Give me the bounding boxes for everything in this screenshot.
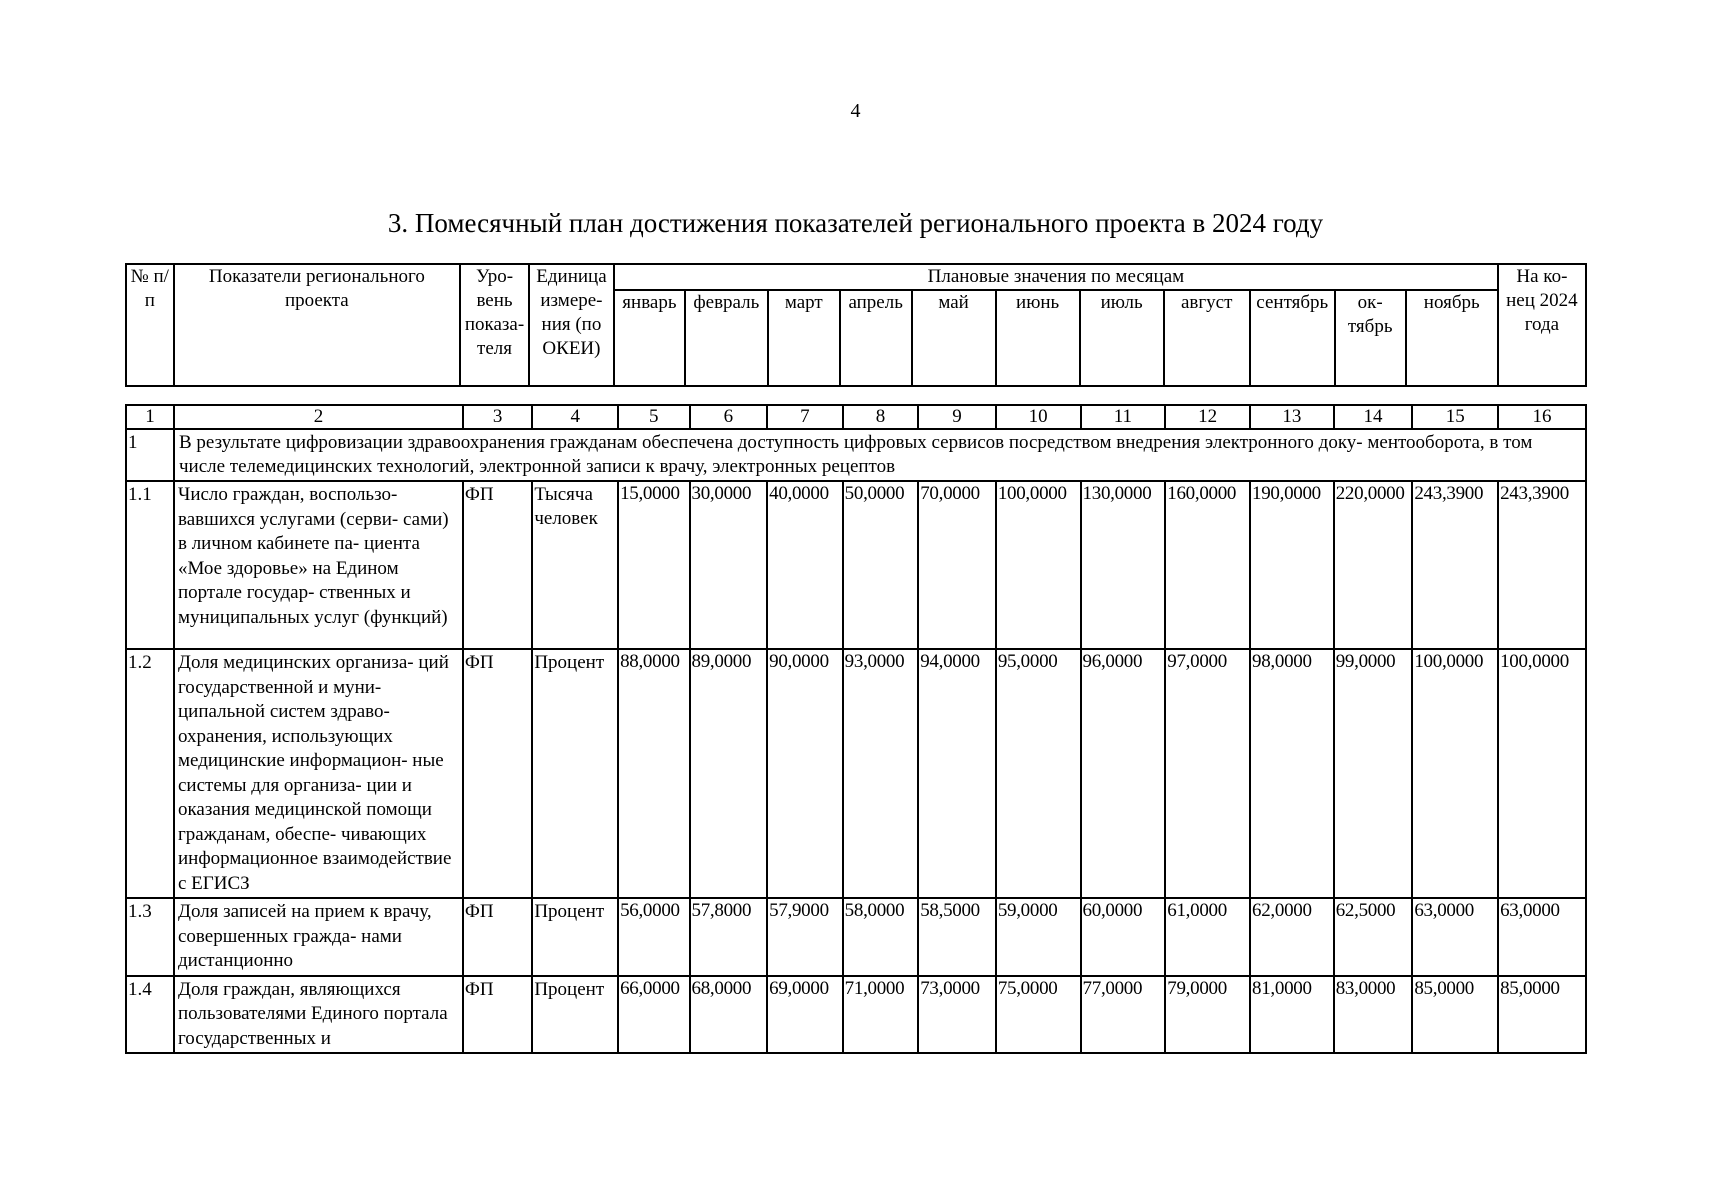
month-value: 30,0000 bbox=[690, 481, 768, 649]
header-unit: Единица измере- ния (по ОКЕИ) bbox=[529, 264, 614, 386]
header-indicators: Показатели регионального проекта bbox=[174, 264, 461, 386]
month-value: 100,0000 bbox=[1412, 649, 1498, 898]
month-value: 58,5000 bbox=[918, 898, 996, 976]
column-number: 2 bbox=[174, 405, 463, 429]
header-month: март bbox=[768, 290, 840, 386]
month-value: 71,0000 bbox=[843, 976, 919, 1054]
section-row bbox=[126, 429, 1586, 481]
month-value: 59,0000 bbox=[996, 898, 1081, 976]
header-planned-values: Плановые значения по месяцам bbox=[614, 264, 1498, 290]
month-value: 83,0000 bbox=[1334, 976, 1413, 1054]
month-value: 96,0000 bbox=[1081, 649, 1166, 898]
header-month: август bbox=[1164, 290, 1250, 386]
month-value: 243,3900 bbox=[1412, 481, 1498, 649]
month-value: 50,0000 bbox=[843, 481, 919, 649]
month-value: 100,0000 bbox=[1498, 649, 1586, 898]
section-text: В результате цифровизации здравоохранения гражданам обеспечена доступность цифровых сервисов посредством внедрения электронного доку- ментооборота, в том числе телемедицинских технологий, электронной записи к врачу, электронных рецептов bbox=[174, 429, 1586, 481]
indicator-level: ФП bbox=[463, 898, 532, 976]
month-value: 98,0000 bbox=[1250, 649, 1334, 898]
row-number: 1.1 bbox=[126, 481, 174, 649]
month-value: 97,0000 bbox=[1165, 649, 1250, 898]
month-value: 57,8000 bbox=[690, 898, 768, 976]
month-value: 15,0000 bbox=[618, 481, 689, 649]
indicator-name: Число граждан, воспользо- вавшихся услугами (серви- сами) в личном кабинете па- циента «Мое здоровье» на Едином портале государ- ственных и муниципальных услуг (функций) bbox=[174, 481, 463, 649]
month-value: 95,0000 bbox=[996, 649, 1081, 898]
column-number: 13 bbox=[1250, 405, 1334, 429]
month-value: 81,0000 bbox=[1250, 976, 1334, 1054]
header-month: апрель bbox=[840, 290, 912, 386]
month-value: 88,0000 bbox=[618, 649, 689, 898]
header-month: февраль bbox=[685, 290, 768, 386]
month-value: 243,3900 bbox=[1498, 481, 1586, 649]
month-value: 77,0000 bbox=[1081, 976, 1166, 1054]
column-number: 15 bbox=[1412, 405, 1498, 429]
month-value: 61,0000 bbox=[1165, 898, 1250, 976]
column-number: 16 bbox=[1498, 405, 1586, 429]
column-number: 4 bbox=[532, 405, 618, 429]
month-value: 56,0000 bbox=[618, 898, 689, 976]
column-number: 12 bbox=[1165, 405, 1250, 429]
column-number: 5 bbox=[618, 405, 689, 429]
month-value: 90,0000 bbox=[767, 649, 843, 898]
header-end-year: На ко- нец 2024 года bbox=[1498, 264, 1586, 386]
page-number: 4 bbox=[850, 100, 861, 122]
header-month: январь bbox=[614, 290, 685, 386]
data-table bbox=[125, 404, 1587, 1054]
month-value: 160,0000 bbox=[1165, 481, 1250, 649]
section-number: 1 bbox=[126, 429, 174, 481]
month-value: 190,0000 bbox=[1250, 481, 1334, 649]
indicator-unit: Тысяча человек bbox=[532, 481, 618, 649]
column-number: 9 bbox=[918, 405, 996, 429]
month-value: 94,0000 bbox=[918, 649, 996, 898]
column-number: 7 bbox=[767, 405, 843, 429]
table-header bbox=[125, 263, 1587, 387]
table-row bbox=[126, 649, 1586, 898]
month-value: 85,0000 bbox=[1412, 976, 1498, 1054]
indicator-level: ФП bbox=[463, 976, 532, 1054]
month-value: 93,0000 bbox=[843, 649, 919, 898]
month-value: 68,0000 bbox=[690, 976, 768, 1054]
month-value: 62,5000 bbox=[1334, 898, 1413, 976]
month-value: 220,0000 bbox=[1334, 481, 1413, 649]
column-number: 14 bbox=[1334, 405, 1413, 429]
month-value: 63,0000 bbox=[1412, 898, 1498, 976]
row-number: 1.3 bbox=[126, 898, 174, 976]
month-value: 60,0000 bbox=[1081, 898, 1166, 976]
header-month: июль bbox=[1080, 290, 1164, 386]
month-value: 130,0000 bbox=[1081, 481, 1166, 649]
month-value: 75,0000 bbox=[996, 976, 1081, 1054]
month-value: 63,0000 bbox=[1498, 898, 1586, 976]
header-month: июнь bbox=[996, 290, 1080, 386]
header-level: Уро- вень показа- теля bbox=[460, 264, 529, 386]
month-value: 73,0000 bbox=[918, 976, 996, 1054]
column-number: 6 bbox=[690, 405, 768, 429]
month-value: 62,0000 bbox=[1250, 898, 1334, 976]
month-value: 99,0000 bbox=[1334, 649, 1413, 898]
month-value: 40,0000 bbox=[767, 481, 843, 649]
header-month: май bbox=[912, 290, 996, 386]
header-month: сентябрь bbox=[1250, 290, 1335, 386]
header-month: ноябрь bbox=[1406, 290, 1498, 386]
month-value: 66,0000 bbox=[618, 976, 689, 1054]
column-numbers-row bbox=[126, 405, 1586, 429]
indicator-name: Доля медицинских организа- ций государственной и муни- ципальной систем здраво- охранения, использующих медицинские информацион- ные системы для организа- ции и оказания медицинской помощи гражданам, обеспе- чивающих информационное взаимодействие с ЕГИСЗ bbox=[174, 649, 463, 898]
row-number: 1.2 bbox=[126, 649, 174, 898]
month-value: 69,0000 bbox=[767, 976, 843, 1054]
month-value: 57,9000 bbox=[767, 898, 843, 976]
month-value: 100,0000 bbox=[996, 481, 1081, 649]
indicator-unit: Процент bbox=[532, 898, 618, 976]
column-number: 1 bbox=[126, 405, 174, 429]
indicator-unit: Процент bbox=[532, 649, 618, 898]
indicator-unit: Процент bbox=[532, 976, 618, 1054]
indicator-level: ФП bbox=[463, 481, 532, 649]
table-row bbox=[126, 898, 1586, 976]
indicator-name: Доля граждан, являющихся пользователями Единого портала государственных и bbox=[174, 976, 463, 1054]
month-value: 79,0000 bbox=[1165, 976, 1250, 1054]
header-month: ок- тябрь bbox=[1335, 290, 1406, 386]
month-value: 85,0000 bbox=[1498, 976, 1586, 1054]
column-number: 11 bbox=[1081, 405, 1166, 429]
column-number: 8 bbox=[843, 405, 919, 429]
table-row bbox=[126, 976, 1586, 1054]
month-value: 70,0000 bbox=[918, 481, 996, 649]
header-num: № п/п bbox=[126, 264, 174, 386]
indicator-name: Доля записей на прием к врачу, совершенных гражда- нами дистанционно bbox=[174, 898, 463, 976]
month-value: 89,0000 bbox=[690, 649, 768, 898]
table-row bbox=[126, 481, 1586, 649]
indicator-level: ФП bbox=[463, 649, 532, 898]
row-number: 1.4 bbox=[126, 976, 174, 1054]
document-title: 3. Помесячный план достижения показателей регионального проекта в 2024 году bbox=[387, 208, 1324, 238]
column-number: 3 bbox=[463, 405, 532, 429]
column-number: 10 bbox=[996, 405, 1081, 429]
month-value: 58,0000 bbox=[843, 898, 919, 976]
